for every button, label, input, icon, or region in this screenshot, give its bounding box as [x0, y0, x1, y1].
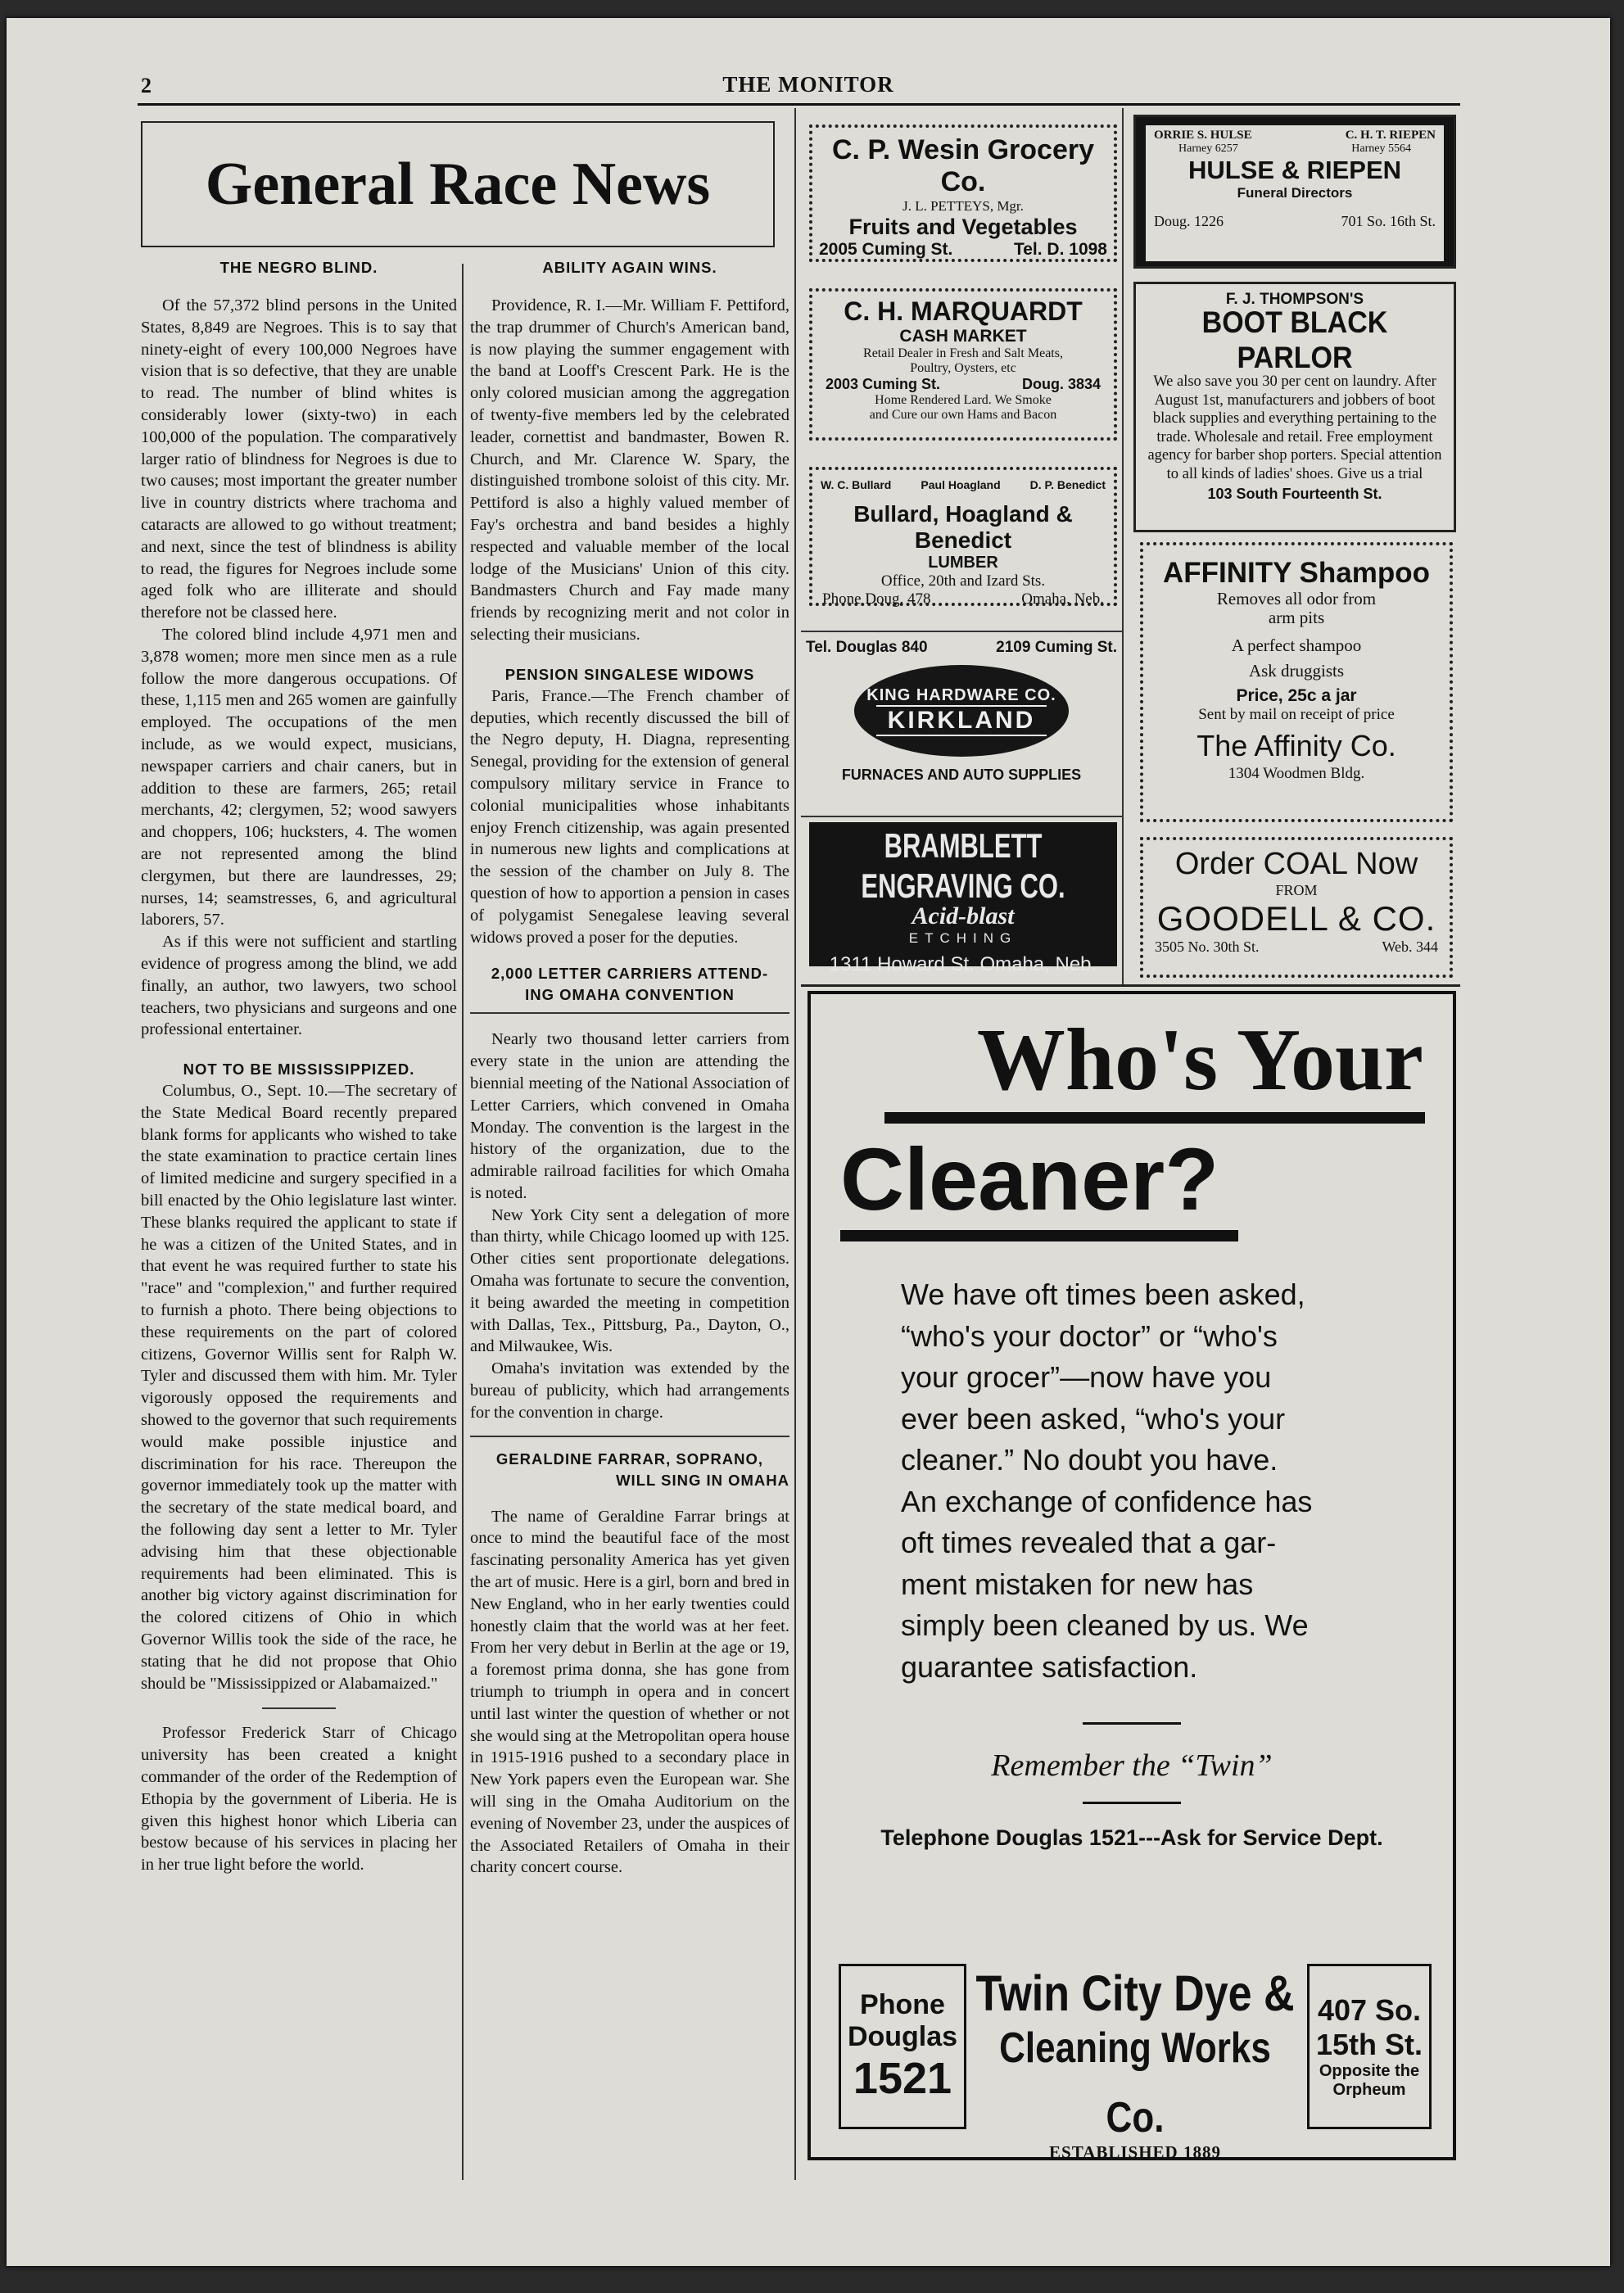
- ad-address: 1311 Howard St. Omaha, Neb.: [829, 953, 1097, 975]
- king-hardware-logo: [854, 665, 1069, 757]
- ad-phone: Web. 344: [1382, 938, 1438, 955]
- ad-address: 2109 Cuming St.: [996, 639, 1117, 656]
- ad-title: C. P. Wesin Grocery Co.: [832, 134, 1094, 197]
- ad-body-line: ment mistaken for new has: [901, 1567, 1254, 1601]
- article-separator: [262, 1707, 336, 1709]
- article-paragraph: As if this were not sufficient and startling evidence of progress among the blind, we add finally, an author, two lawyers, two school teachers, two physicians and surgeons and one professional entertainer.: [141, 933, 457, 1039]
- ad-body-line: An exchange of confidence has: [901, 1484, 1313, 1518]
- ad-rule: [1083, 1802, 1181, 1804]
- ad-address: 2003 Cuming St.: [826, 376, 941, 392]
- column-1: [141, 257, 457, 1876]
- ad-text: CASH MARKET: [899, 327, 1027, 346]
- ad-address: 15th St.: [1315, 2028, 1423, 2061]
- ad-rule: [801, 631, 1122, 632]
- logo-text: KIRKLAND: [876, 705, 1047, 736]
- column-rule-2: [794, 108, 796, 2180]
- ad-body-line: cleaner.” No doubt you have.: [901, 1443, 1278, 1477]
- ad-text: W. C. Bullard: [821, 478, 892, 491]
- article-title-farrar-1: GERALDINE FARRAR, SOPRANO,: [495, 1450, 764, 1468]
- ad-phone: Harney 6257: [1178, 142, 1238, 155]
- logo-text: KING HARDWARE CO.: [866, 685, 1056, 704]
- article-paragraph: Columbus, O., Sept. 10.—The secretary of the State Medical Board recently prepared blank forms for applicants who wished to take the state examination to practice certain lines of limited medicine and surgery specified in a bill enacted by the Ohio legislature last winter. These blanks required the applicant to state if he was a citizen of the United States, and in that event he was required further to state his "race" and "complexion," and further required to furnish a photo. There being objections to these requirements on the part of colored citizens, Governor Willis sent for Ralph W. Tyler and discussed them with him. Mr. Tyler vigorously opposed the requirements and showed to the governor that such requirements would make possible injustice and discrimination for his race. Thereupon the governor immediately took up the matter with the secretary of the state medical board, and the following day sent a letter to Mr. Tyler advising him that these objectionable requirements had been eliminated. This is another big victory against discrimination for the colored citizens of Ohio in which Governor Willis took the side of the race, he stating that he did not propose that Ohio should be "Mississippized or Alabamaized.": [141, 1082, 457, 1693]
- ad-text: Ask druggists: [1248, 661, 1345, 681]
- ad-text: Paul Hoagland: [921, 478, 1001, 491]
- article-title-negro-blind: THE NEGRO BLIND.: [219, 259, 378, 276]
- ad-king-hardware: [801, 639, 1122, 811]
- ad-text: Poultry, Oysters, etc: [910, 361, 1016, 375]
- ad-text: GOODELL & CO.: [1156, 899, 1436, 938]
- ad-hulse-riepen: [1133, 115, 1456, 269]
- ad-text: C. H. T. RIEPEN: [1345, 129, 1436, 142]
- ad-wesin-grocery: [809, 124, 1117, 262]
- ad-body-line: ever been asked, “who's your: [901, 1401, 1286, 1436]
- ad-bramblett-engraving: [809, 822, 1117, 975]
- ad-body-line: “who's your doctor” or “who's: [901, 1318, 1278, 1353]
- column-2: [470, 257, 789, 1879]
- article-paragraph: The name of Geraldine Farrar brings at once to mind the beautiful face of the most fascinating personality America has yet given the art of music. Here is a girl, born and bred in New England, who in her early twenties could honestly claim that the world was at her feet. From her very debut in Berlin at the age or 19, a foremost prima donna, she has gone from triumph to triumph in opera and in concert until last winter the question of whether or not she would sing at the Metropolitan opera house in 1915-1916 pushed to a secondary place in New York papers even the European war. She will sing in the Omaha Auditorium on the evening of November 23, under the auspices of the Associated Retailers of Omaha in their charity concert course.: [470, 1507, 789, 1877]
- article-title-mississippized: NOT TO BE MISSISSIPPIZED.: [183, 1061, 415, 1079]
- ad-rule: [1083, 1722, 1181, 1725]
- ad-text: Sent by mail on receipt of price: [1198, 706, 1395, 723]
- ad-address: 701 So. 16th St.: [1341, 213, 1436, 229]
- ad-text: J. L. PETTEYS, Mgr.: [902, 198, 1024, 214]
- ad-address: 3505 No. 30th St.: [1155, 938, 1260, 955]
- ad-phone: Phone Doug. 478: [822, 590, 931, 608]
- ad-phone: Doug. 3834: [1021, 376, 1101, 392]
- ad-address: 1304 Woodmen Bldg.: [1228, 765, 1365, 782]
- ad-address: 103 South Fourteenth St.: [1207, 485, 1382, 502]
- ad-price: Price, 25c a jar: [1236, 686, 1357, 705]
- ad-company-block: [966, 1964, 1304, 2162]
- ad-text: arm pits: [1268, 608, 1325, 627]
- ad-body-line: We have oft times been asked,: [901, 1278, 1305, 1311]
- ad-text: Opposite the: [1319, 2062, 1420, 2080]
- ad-title: HULSE & RIEPEN: [1187, 156, 1402, 184]
- ad-text: Omaha, Neb.: [1021, 590, 1104, 608]
- ad-address-box: [1307, 1964, 1432, 2129]
- ad-text: Funeral Directors: [1237, 185, 1353, 201]
- ad-body-line: oft times revealed that a gar-: [901, 1526, 1277, 1559]
- article-title-carriers-2: ING OMAHA CONVENTION: [525, 986, 735, 1004]
- article-title-ability: ABILITY AGAIN WINS.: [542, 259, 717, 276]
- article-separator: [470, 1012, 789, 1014]
- ad-text: Phone: [860, 1989, 945, 2020]
- ad-phone: Tel. D. 1098: [1013, 240, 1107, 259]
- ad-title: C. H. MARQUARDT: [844, 296, 1083, 326]
- ad-text: Office, 20th and Izard Sts.: [880, 572, 1046, 590]
- newspaper-page: [7, 18, 1610, 2266]
- ad-address: 2005 Cuming St.: [819, 240, 953, 259]
- ad-text: The Affinity Co.: [1197, 729, 1396, 762]
- article-title-carriers-1: 2,000 LETTER CARRIERS ATTEND-: [491, 965, 769, 983]
- article-title-farrar-2: WILL SING IN OMAHA: [616, 1471, 789, 1489]
- ad-title: Twin City Dye &: [975, 1965, 1295, 2023]
- ad-headline-bar: [884, 1112, 1425, 1124]
- ad-phone: Tel. Douglas 840: [806, 639, 928, 656]
- ad-text: FROM: [1275, 882, 1318, 898]
- ad-text: Removes all odor from: [1216, 589, 1377, 608]
- ad-goodell-coal: [1140, 837, 1453, 978]
- article-separator: [470, 1436, 789, 1437]
- page-number: 2: [141, 74, 152, 97]
- ad-phone-box: [839, 1964, 966, 2129]
- ad-marquardt: [809, 288, 1117, 441]
- ad-text: Remember the “Twin”: [991, 1748, 1273, 1783]
- ad-phone: Harney 5564: [1351, 142, 1411, 155]
- ad-address: 407 So.: [1317, 1993, 1422, 2027]
- article-paragraph: Paris, France.—The French chamber of deputies, which recently discussed the bill of the Negro deputy, H. Diagna, representing Senegal, providing for the extension of general compulsory military service in France to colonial municipalities whose inhabitants enjoy French citizenship, was again presented in numerous new lights and complications at the session of the chamber on July 8. The question of how to apportion a pension in cases of polygamist Senegalese leaving several widows proved a poser for the deputies.: [470, 686, 789, 947]
- ad-text: FURNACES AND AUTO SUPPLIES: [841, 767, 1082, 783]
- ad-text: Fruits and Vegetables: [848, 215, 1078, 239]
- ad-title: BOOT BLACK PARLOR: [1201, 305, 1388, 375]
- ad-bullard-hoagland: [809, 467, 1117, 606]
- ad-title: Bullard, Hoagland & Benedict: [853, 501, 1073, 553]
- ad-text: F. J. THOMPSON'S: [1225, 291, 1364, 308]
- ad-phone: 1521: [853, 2054, 952, 2103]
- ad-text: LUMBER: [928, 554, 998, 572]
- ad-twin-city-cleaner: [807, 991, 1456, 2160]
- ad-affinity-shampoo: [1140, 542, 1453, 822]
- ad-text: ETCHING: [908, 930, 1018, 946]
- ad-text: We also save you 30 per cent on laundry. After August 1st, manufacturers and jobbers of boot black supplies and everything pertaining to the trade. Wholesale and retail. Free employment agency for barber shop porters. Special attention to all kinds of ladies' shoes. Give us a trial: [1147, 373, 1442, 482]
- ad-headline-bar: [840, 1230, 1238, 1241]
- ad-rule: [801, 984, 1460, 987]
- article-paragraph: New York City sent a delegation of more than thirty, while Chicago loomed up with 125. Other cities sent proportionate delegations. Omaha was fortunate to secure the convention, it being awarded the meeting in competition with Dallas, Tex., Pittsburg, Pa., Dayton, O., and Milwaukee, Wis.: [470, 1205, 789, 1356]
- ad-thompson-boot-black: [1133, 282, 1456, 532]
- ad-headline: Cleaner?: [840, 1129, 1219, 1228]
- paper-name: THE MONITOR: [722, 72, 894, 97]
- ad-text: ESTABLISHED 1889: [1049, 2142, 1221, 2162]
- ad-title: Cleaning Works Co.: [999, 2024, 1271, 2141]
- ad-text: Retail Dealer in Fresh and Salt Meats,: [863, 346, 1063, 360]
- ad-rule: [801, 816, 1122, 817]
- article-paragraph: Of the 57,372 blind persons in the United States, 8,849 are Negroes. This is to say that ninety-eight of every 100,000 Negroes have vision that is so defective, that they are unable to read. The number of blind whites is considerably lower (sixty-two) in each 100,000 of the population. The comparatively larger ratio of blindness for Negroes is due to two causes; most important the greater number live in country districts where trachoma and cataracts are allowed to go without treatment; and next, since the test of blindness is ability to read, the figures for Negroes include some aged folk who are illiterate and should therefore not be classed here.: [141, 296, 457, 622]
- article-paragraph: The colored blind include 4,971 men and 3,878 women; more men since men as a rule follow the more dangerous occupations. Of these, 1,115 men and 265 women are gainfully employed. The occupations of the men include, as we would expect, musicians, newspaper carriers and chair caners, but in addition to these are farmers, 265; retail merchants, 42; clergymen, 52; wood sawyers and choppers, 106; hucksters, 4. The women are not represented among the blind clergymen, but there are laundresses, 29; nurses, 14; seamstresses, 6, and agricultural laborers, 57.: [141, 625, 457, 929]
- article-paragraph: Providence, R. I.—Mr. William F. Pettiford, the trap drummer of Church's American band, is now playing the summer engagement with the band at Looff's Crescent Park. He is the only colored musician among the aggregation of twenty-five members led by the celebrated leader, cornettist and bandmaster, Bowen R. Church, and Mr. Clarence W. Spary, the distinguished trombone soloist of this city. Mr. Pettiford is also a highly valued member of Fay's orchestra and band besides a highly respected and valuable member of the local lodge of the Musicians' Union of this city. Bandmasters Church and Fay made many friends by recognizing merit and not color in selecting their musicians.: [470, 296, 789, 644]
- article-paragraph: Professor Frederick Starr of Chicago university has been created a knight commander of the order of the Redemption of Ethopia by the government of Liberia. He is given this highest honor which Liberia can bestow because of his services in placing her in her true light before the world.: [141, 1724, 457, 1875]
- ad-text: Acid-blast: [912, 902, 1015, 929]
- article-title-pension: PENSION SINGALESE WIDOWS: [504, 665, 755, 683]
- ad-title: Order COAL Now: [1174, 847, 1418, 881]
- ad-text: Douglas: [847, 2021, 958, 2052]
- ad-body-line: your grocer”—now have you: [901, 1360, 1272, 1394]
- ad-text: A perfect shampoo: [1231, 635, 1362, 655]
- ad-text: Orpheum: [1332, 2081, 1406, 2099]
- ad-text: ORRIE S. HULSE: [1154, 129, 1252, 142]
- ad-title: AFFINITY Shampoo: [1162, 557, 1431, 589]
- ad-body-line: simply been cleaned by us. We: [901, 1608, 1309, 1642]
- ad-phone: Telephone Douglas 1521---Ask for Service Dept.: [880, 1825, 1383, 1850]
- column-rule-1: [462, 264, 464, 2180]
- section-masthead: General Race News: [141, 121, 775, 247]
- article-paragraph: Omaha's invitation was extended by the bureau of publicity, which had arrangements for the convention in charge.: [470, 1359, 789, 1422]
- article-paragraph: Nearly two thousand letter carriers from every state in the union are attending the biennial meeting of the National Association of Letter Carriers, which convened in Omaha Monday. The convention is the largest in the history of the organization, due to the admirable railroad facilities for which Omaha is noted.: [470, 1030, 789, 1202]
- ad-text: and Cure our own Hams and Bacon: [869, 408, 1057, 422]
- ad-text: D. P. Benedict: [1029, 478, 1106, 491]
- header-rule: [138, 103, 1460, 106]
- ad-body-line: guarantee satisfaction.: [901, 1649, 1198, 1684]
- ad-headline: Who's Your: [976, 1011, 1423, 1109]
- ad-body: [811, 1241, 1453, 1688]
- ad-text: Home Rendered Lard. We Smoke: [875, 393, 1052, 407]
- ad-phone: Doug. 1226: [1154, 213, 1224, 229]
- column-rule-3: [1122, 108, 1124, 984]
- ad-title: BRAMBLETT ENGRAVING CO.: [861, 826, 1065, 906]
